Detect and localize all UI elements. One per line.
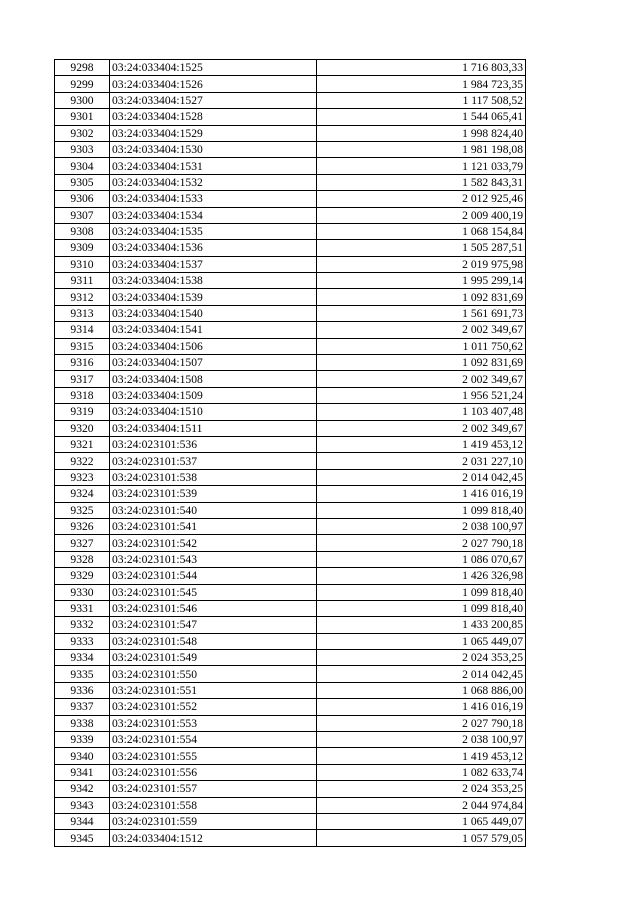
row-number-cell: 9330 xyxy=(55,584,110,600)
row-number-cell: 9326 xyxy=(55,518,110,534)
cadastral-number-cell: 03:24:023101:544 xyxy=(110,568,317,584)
cadastral-value-cell: 2 027 790,18 xyxy=(317,715,526,731)
cadastral-value-cell: 1 121 033,79 xyxy=(317,158,526,174)
cadastral-value-cell: 1 544 065,41 xyxy=(317,109,526,125)
cadastral-value-cell: 1 082 633,74 xyxy=(317,764,526,780)
table-row xyxy=(55,305,526,321)
table-row xyxy=(55,732,526,748)
table-row xyxy=(55,699,526,715)
row-number-cell: 9336 xyxy=(55,682,110,698)
cadastral-value-cell: 1 086 070,67 xyxy=(317,551,526,567)
cadastral-number-cell: 03:24:023101:540 xyxy=(110,502,317,518)
table-row xyxy=(55,174,526,190)
cadastral-number-cell: 03:24:033404:1537 xyxy=(110,256,317,272)
cadastral-number-cell: 03:24:023101:549 xyxy=(110,650,317,666)
table-row xyxy=(55,535,526,551)
cadastral-value-cell: 2 024 353,25 xyxy=(317,781,526,797)
cadastral-value-cell: 1 099 818,40 xyxy=(317,584,526,600)
row-number-cell: 9328 xyxy=(55,551,110,567)
table-row xyxy=(55,240,526,256)
cadastral-value-cell: 1 419 453,12 xyxy=(317,436,526,452)
row-number-cell: 9323 xyxy=(55,469,110,485)
cadastral-value-cell: 1 505 287,51 xyxy=(317,240,526,256)
cadastral-value-cell: 2 038 100,97 xyxy=(317,732,526,748)
table-row xyxy=(55,355,526,371)
table-row xyxy=(55,141,526,157)
row-number-cell: 9299 xyxy=(55,76,110,92)
row-number-cell: 9312 xyxy=(55,289,110,305)
table-row xyxy=(55,191,526,207)
row-number-cell: 9332 xyxy=(55,617,110,633)
table-row xyxy=(55,289,526,305)
row-number-cell: 9341 xyxy=(55,764,110,780)
cadastral-value-cell: 1 092 831,69 xyxy=(317,355,526,371)
table-row xyxy=(55,584,526,600)
cadastral-number-cell: 03:24:023101:542 xyxy=(110,535,317,551)
cadastral-number-cell: 03:24:023101:550 xyxy=(110,666,317,682)
cadastral-number-cell: 03:24:033404:1509 xyxy=(110,387,317,403)
cadastral-number-cell: 03:24:023101:555 xyxy=(110,748,317,764)
cadastral-value-cell: 1 995 299,14 xyxy=(317,273,526,289)
row-number-cell: 9333 xyxy=(55,633,110,649)
table-row xyxy=(55,617,526,633)
table-row xyxy=(55,256,526,272)
cadastral-number-cell: 03:24:033404:1510 xyxy=(110,404,317,420)
cadastral-number-cell: 03:24:033404:1508 xyxy=(110,371,317,387)
cadastral-value-cell: 2 024 353,25 xyxy=(317,650,526,666)
cadastral-number-cell: 03:24:033404:1507 xyxy=(110,355,317,371)
cadastral-value-cell: 1 981 198,08 xyxy=(317,141,526,157)
table-row xyxy=(55,781,526,797)
row-number-cell: 9331 xyxy=(55,600,110,616)
row-number-cell: 9324 xyxy=(55,486,110,502)
cadastral-value-cell: 2 044 974,84 xyxy=(317,797,526,813)
row-number-cell: 9340 xyxy=(55,748,110,764)
cadastral-value-cell: 1 956 521,24 xyxy=(317,387,526,403)
cadastral-value-cell: 1 416 016,19 xyxy=(317,699,526,715)
cadastral-number-cell: 03:24:023101:536 xyxy=(110,436,317,452)
cadastral-value-cell: 2 027 790,18 xyxy=(317,535,526,551)
table-row xyxy=(55,518,526,534)
cadastral-number-cell: 03:24:023101:538 xyxy=(110,469,317,485)
cadastral-number-cell: 03:24:033404:1512 xyxy=(110,830,317,846)
cadastral-number-cell: 03:24:033404:1528 xyxy=(110,109,317,125)
cadastral-value-cell: 2 019 975,98 xyxy=(317,256,526,272)
row-number-cell: 9317 xyxy=(55,371,110,387)
table-row xyxy=(55,830,526,846)
row-number-cell: 9318 xyxy=(55,387,110,403)
cadastral-value-cell: 2 002 349,67 xyxy=(317,322,526,338)
cadastral-value-cell: 2 014 042,45 xyxy=(317,469,526,485)
cadastral-number-cell: 03:24:023101:545 xyxy=(110,584,317,600)
cadastral-value-cell: 2 014 042,45 xyxy=(317,666,526,682)
row-number-cell: 9311 xyxy=(55,273,110,289)
cadastral-value-cell: 1 117 508,52 xyxy=(317,92,526,108)
cadastral-number-cell: 03:24:033404:1534 xyxy=(110,207,317,223)
cadastral-number-cell: 03:24:033404:1541 xyxy=(110,322,317,338)
cadastral-number-cell: 03:24:023101:541 xyxy=(110,518,317,534)
table-row xyxy=(55,207,526,223)
cadastral-number-cell: 03:24:033404:1533 xyxy=(110,191,317,207)
table-row xyxy=(55,322,526,338)
table-row xyxy=(55,650,526,666)
cadastral-value-cell: 1 984 723,35 xyxy=(317,76,526,92)
table-row xyxy=(55,666,526,682)
cadastral-value-cell: 1 065 449,07 xyxy=(317,813,526,829)
cadastral-value-cell: 1 099 818,40 xyxy=(317,502,526,518)
row-number-cell: 9305 xyxy=(55,174,110,190)
row-number-cell: 9327 xyxy=(55,535,110,551)
cadastral-value-cell: 2 031 227,10 xyxy=(317,453,526,469)
cadastral-value-cell: 1 057 579,05 xyxy=(317,830,526,846)
cadastral-number-cell: 03:24:033404:1525 xyxy=(110,60,317,76)
table-row xyxy=(55,797,526,813)
table-row xyxy=(55,748,526,764)
row-number-cell: 9329 xyxy=(55,568,110,584)
row-number-cell: 9302 xyxy=(55,125,110,141)
cadastral-number-cell: 03:24:033404:1526 xyxy=(110,76,317,92)
cadastral-number-cell: 03:24:033404:1540 xyxy=(110,305,317,321)
cadastral-number-cell: 03:24:023101:557 xyxy=(110,781,317,797)
row-number-cell: 9306 xyxy=(55,191,110,207)
row-number-cell: 9337 xyxy=(55,699,110,715)
table-row xyxy=(55,158,526,174)
table-row xyxy=(55,338,526,354)
row-number-cell: 9309 xyxy=(55,240,110,256)
cadastral-number-cell: 03:24:023101:553 xyxy=(110,715,317,731)
cadastral-value-cell: 2 002 349,67 xyxy=(317,371,526,387)
cadastral-value-cell: 1 068 154,84 xyxy=(317,223,526,239)
table-row xyxy=(55,486,526,502)
cadastral-value-cell: 2 009 400,19 xyxy=(317,207,526,223)
cadastral-value-cell: 1 419 453,12 xyxy=(317,748,526,764)
table-body xyxy=(55,60,526,847)
row-number-cell: 9307 xyxy=(55,207,110,223)
cadastral-number-cell: 03:24:033404:1511 xyxy=(110,420,317,436)
cadastral-value-cell: 1 561 691,73 xyxy=(317,305,526,321)
table-row xyxy=(55,453,526,469)
row-number-cell: 9301 xyxy=(55,109,110,125)
cadastral-value-cell: 1 068 886,00 xyxy=(317,682,526,698)
cadastral-value-cell: 1 433 200,85 xyxy=(317,617,526,633)
cadastral-number-cell: 03:24:023101:543 xyxy=(110,551,317,567)
cadastral-number-cell: 03:24:033404:1529 xyxy=(110,125,317,141)
cadastral-value-cell: 1 011 750,62 xyxy=(317,338,526,354)
cadastral-number-cell: 03:24:023101:537 xyxy=(110,453,317,469)
row-number-cell: 9320 xyxy=(55,420,110,436)
row-number-cell: 9321 xyxy=(55,436,110,452)
row-number-cell: 9335 xyxy=(55,666,110,682)
row-number-cell: 9304 xyxy=(55,158,110,174)
row-number-cell: 9298 xyxy=(55,60,110,76)
cadastral-number-cell: 03:24:023101:556 xyxy=(110,764,317,780)
cadastral-value-cell: 1 099 818,40 xyxy=(317,600,526,616)
table-row xyxy=(55,813,526,829)
cadastral-number-cell: 03:24:033404:1531 xyxy=(110,158,317,174)
cadastral-value-cell: 1 103 407,48 xyxy=(317,404,526,420)
cadastral-number-cell: 03:24:023101:546 xyxy=(110,600,317,616)
row-number-cell: 9300 xyxy=(55,92,110,108)
table-row xyxy=(55,551,526,567)
table-row xyxy=(55,502,526,518)
table-row xyxy=(55,223,526,239)
table-row xyxy=(55,633,526,649)
row-number-cell: 9338 xyxy=(55,715,110,731)
table-row xyxy=(55,404,526,420)
row-number-cell: 9322 xyxy=(55,453,110,469)
row-number-cell: 9303 xyxy=(55,141,110,157)
table-row xyxy=(55,682,526,698)
cadastral-number-cell: 03:24:023101:552 xyxy=(110,699,317,715)
table-row xyxy=(55,469,526,485)
cadastral-value-cell: 1 416 016,19 xyxy=(317,486,526,502)
table-row xyxy=(55,436,526,452)
cadastral-number-cell: 03:24:033404:1538 xyxy=(110,273,317,289)
row-number-cell: 9345 xyxy=(55,830,110,846)
cadastral-value-cell: 1 065 449,07 xyxy=(317,633,526,649)
table-row xyxy=(55,764,526,780)
cadastral-number-cell: 03:24:023101:551 xyxy=(110,682,317,698)
cadastral-number-cell: 03:24:023101:558 xyxy=(110,797,317,813)
table-row xyxy=(55,109,526,125)
row-number-cell: 9342 xyxy=(55,781,110,797)
table-row xyxy=(55,568,526,584)
table-row xyxy=(55,387,526,403)
row-number-cell: 9313 xyxy=(55,305,110,321)
row-number-cell: 9339 xyxy=(55,732,110,748)
cadastral-number-cell: 03:24:023101:559 xyxy=(110,813,317,829)
row-number-cell: 9343 xyxy=(55,797,110,813)
cadastral-value-cell: 1 092 831,69 xyxy=(317,289,526,305)
cadastral-number-cell: 03:24:023101:554 xyxy=(110,732,317,748)
cadastral-value-cell: 2 038 100,97 xyxy=(317,518,526,534)
cadastral-value-cell: 1 426 326,98 xyxy=(317,568,526,584)
table-row xyxy=(55,420,526,436)
cadastral-number-cell: 03:24:033404:1527 xyxy=(110,92,317,108)
cadastral-number-cell: 03:24:023101:548 xyxy=(110,633,317,649)
cadastral-number-cell: 03:24:023101:547 xyxy=(110,617,317,633)
cadastral-number-cell: 03:24:033404:1535 xyxy=(110,223,317,239)
cadastral-value-cell: 1 998 824,40 xyxy=(317,125,526,141)
cadastral-number-cell: 03:24:033404:1530 xyxy=(110,141,317,157)
cadastral-number-cell: 03:24:033404:1539 xyxy=(110,289,317,305)
table-row xyxy=(55,371,526,387)
row-number-cell: 9319 xyxy=(55,404,110,420)
cadastral-value-cell: 2 012 925,46 xyxy=(317,191,526,207)
table-row xyxy=(55,715,526,731)
row-number-cell: 9308 xyxy=(55,223,110,239)
row-number-cell: 9314 xyxy=(55,322,110,338)
table-row xyxy=(55,60,526,76)
row-number-cell: 9334 xyxy=(55,650,110,666)
cadastral-number-cell: 03:24:033404:1536 xyxy=(110,240,317,256)
cadastral-number-cell: 03:24:033404:1506 xyxy=(110,338,317,354)
cadastral-value-table xyxy=(54,59,526,847)
table-row xyxy=(55,273,526,289)
row-number-cell: 9344 xyxy=(55,813,110,829)
cadastral-value-cell: 1 582 843,31 xyxy=(317,174,526,190)
cadastral-value-cell: 2 002 349,67 xyxy=(317,420,526,436)
row-number-cell: 9315 xyxy=(55,338,110,354)
row-number-cell: 9310 xyxy=(55,256,110,272)
table-row xyxy=(55,600,526,616)
row-number-cell: 9325 xyxy=(55,502,110,518)
row-number-cell: 9316 xyxy=(55,355,110,371)
table-row xyxy=(55,92,526,108)
table-row xyxy=(55,76,526,92)
cadastral-number-cell: 03:24:033404:1532 xyxy=(110,174,317,190)
cadastral-value-cell: 1 716 803,33 xyxy=(317,60,526,76)
table-row xyxy=(55,125,526,141)
cadastral-number-cell: 03:24:023101:539 xyxy=(110,486,317,502)
